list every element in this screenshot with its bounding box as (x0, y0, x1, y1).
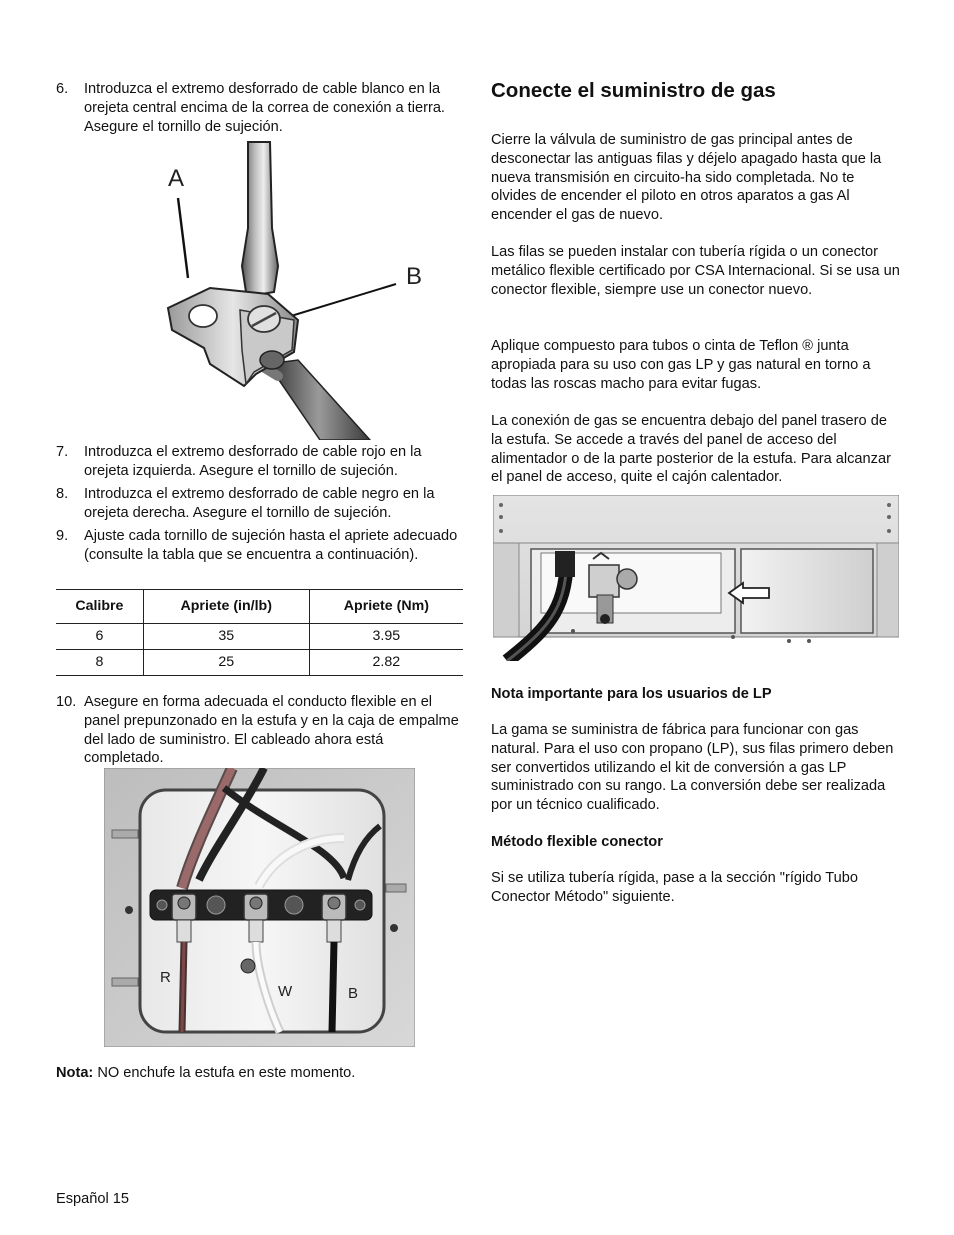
step-text: Asegure en forma adecuada el conducto flexible en el panel prepunzonado en la estufa y en la caja de empalme del lado de suministro. El cableado ahora está completado. (84, 694, 459, 767)
paragraph-lp: La gama se suministra de fábrica para funcionar con gas natural. Para el uso con propano (LP), sus filas primero deben ser convertidos utilizando el kit de conversión a gas LP suministrado con su rango. La conversión debe ser realizada por un técnico cualificado. (491, 722, 894, 814)
table-cell: 2.82 (309, 650, 463, 676)
step-8 (56, 485, 461, 523)
paragraph-rigid: Si se utiliza tubería rígida, pase a la sección "rígido Tubo Conector Método" siguiente. (491, 870, 858, 905)
terminal-block-figure (104, 768, 415, 1047)
torque-table (56, 589, 463, 676)
step-7 (56, 443, 461, 481)
table-row (56, 624, 463, 650)
step-10 (56, 693, 461, 768)
step-6 (56, 80, 461, 136)
paragraph-teflon: Aplique compuesto para tubos o cinta de Teflon ® junta apropiada para su uso con gas LP y gas natural en torno a todas las roscas macho para evitar fugas. (491, 338, 871, 392)
label-b: B (406, 263, 423, 290)
label-w: W (278, 983, 293, 1000)
header-calibre: Calibre (56, 590, 143, 624)
step-number: 9. (56, 528, 69, 544)
table-cell: 6 (56, 624, 143, 650)
step-text: Introduzca el extremo desforrado de cable blanco en la orejeta central encima de la correa de conexión a tierra. Asegure el tornillo de sujeción. (84, 81, 445, 135)
header-apriete-inlb: Apriete (in/lb) (143, 590, 309, 624)
note-text: NO enchufe la estufa en este momento. (93, 1065, 356, 1081)
lp-heading: Nota importante para los usuarios de LP (491, 686, 772, 702)
table-header-row (56, 590, 463, 624)
step-number: 8. (56, 486, 69, 502)
step-number: 10. (56, 694, 77, 710)
step-text: Introduzca el extremo desforrado de cable negro en la orejeta derecha. Asegure el tornillo de sujeción. (84, 486, 435, 521)
label-a: A (168, 165, 185, 192)
paragraph-shutoff: Cierre la válvula de suministro de gas principal antes de desconectar las antiguas filas y déjelo apagado hasta que la nueva transmisión en circuito-ha sido completada. No te olvides de encender el piloto en otros aparatos a gas Al encender el gas de nuevo. (491, 132, 882, 224)
step-number: 7. (56, 444, 69, 460)
note (56, 1064, 355, 1083)
wire-lug-figure (160, 138, 430, 440)
gas-connection-figure (493, 495, 899, 661)
flex-heading: Método flexible conector (491, 834, 663, 850)
section-heading: Conecte el suministro de gas (491, 79, 776, 102)
paragraph-connector: Las filas se pueden instalar con tubería rígida o un conector metálico flexible certificado por CSA Internacional. Si se usa un conector flexible, siempre use un conector nuevo. (491, 244, 900, 298)
page-number: Español 15 (56, 1191, 130, 1207)
table-row (56, 650, 463, 676)
table-cell: 3.95 (309, 624, 463, 650)
step-text: Introduzca el extremo desforrado de cable rojo en la orejeta izquierda. Asegure el tornillo de sujeción. (84, 444, 422, 479)
label-b-wire: B (348, 985, 359, 1002)
paragraph-location: La conexión de gas se encuentra debajo del panel trasero de la estufa. Se accede a través del panel de acceso del alimentador o de la parte posterior de la estufa. Para alcanzar el panel de acceso, quite el cajón calentador. (491, 413, 891, 486)
table-cell: 8 (56, 650, 143, 676)
table-cell: 35 (143, 624, 309, 650)
step-9 (56, 527, 461, 565)
note-label: Nota: (56, 1065, 94, 1081)
step-text: Ajuste cada tornillo de sujeción hasta el apriete adecuado (consulte la tabla que se encuentra a continuación). (84, 528, 458, 563)
label-r: R (160, 969, 171, 986)
step-number: 6. (56, 81, 69, 97)
table-cell: 25 (143, 650, 309, 676)
header-apriete-nm: Apriete (Nm) (309, 590, 463, 624)
